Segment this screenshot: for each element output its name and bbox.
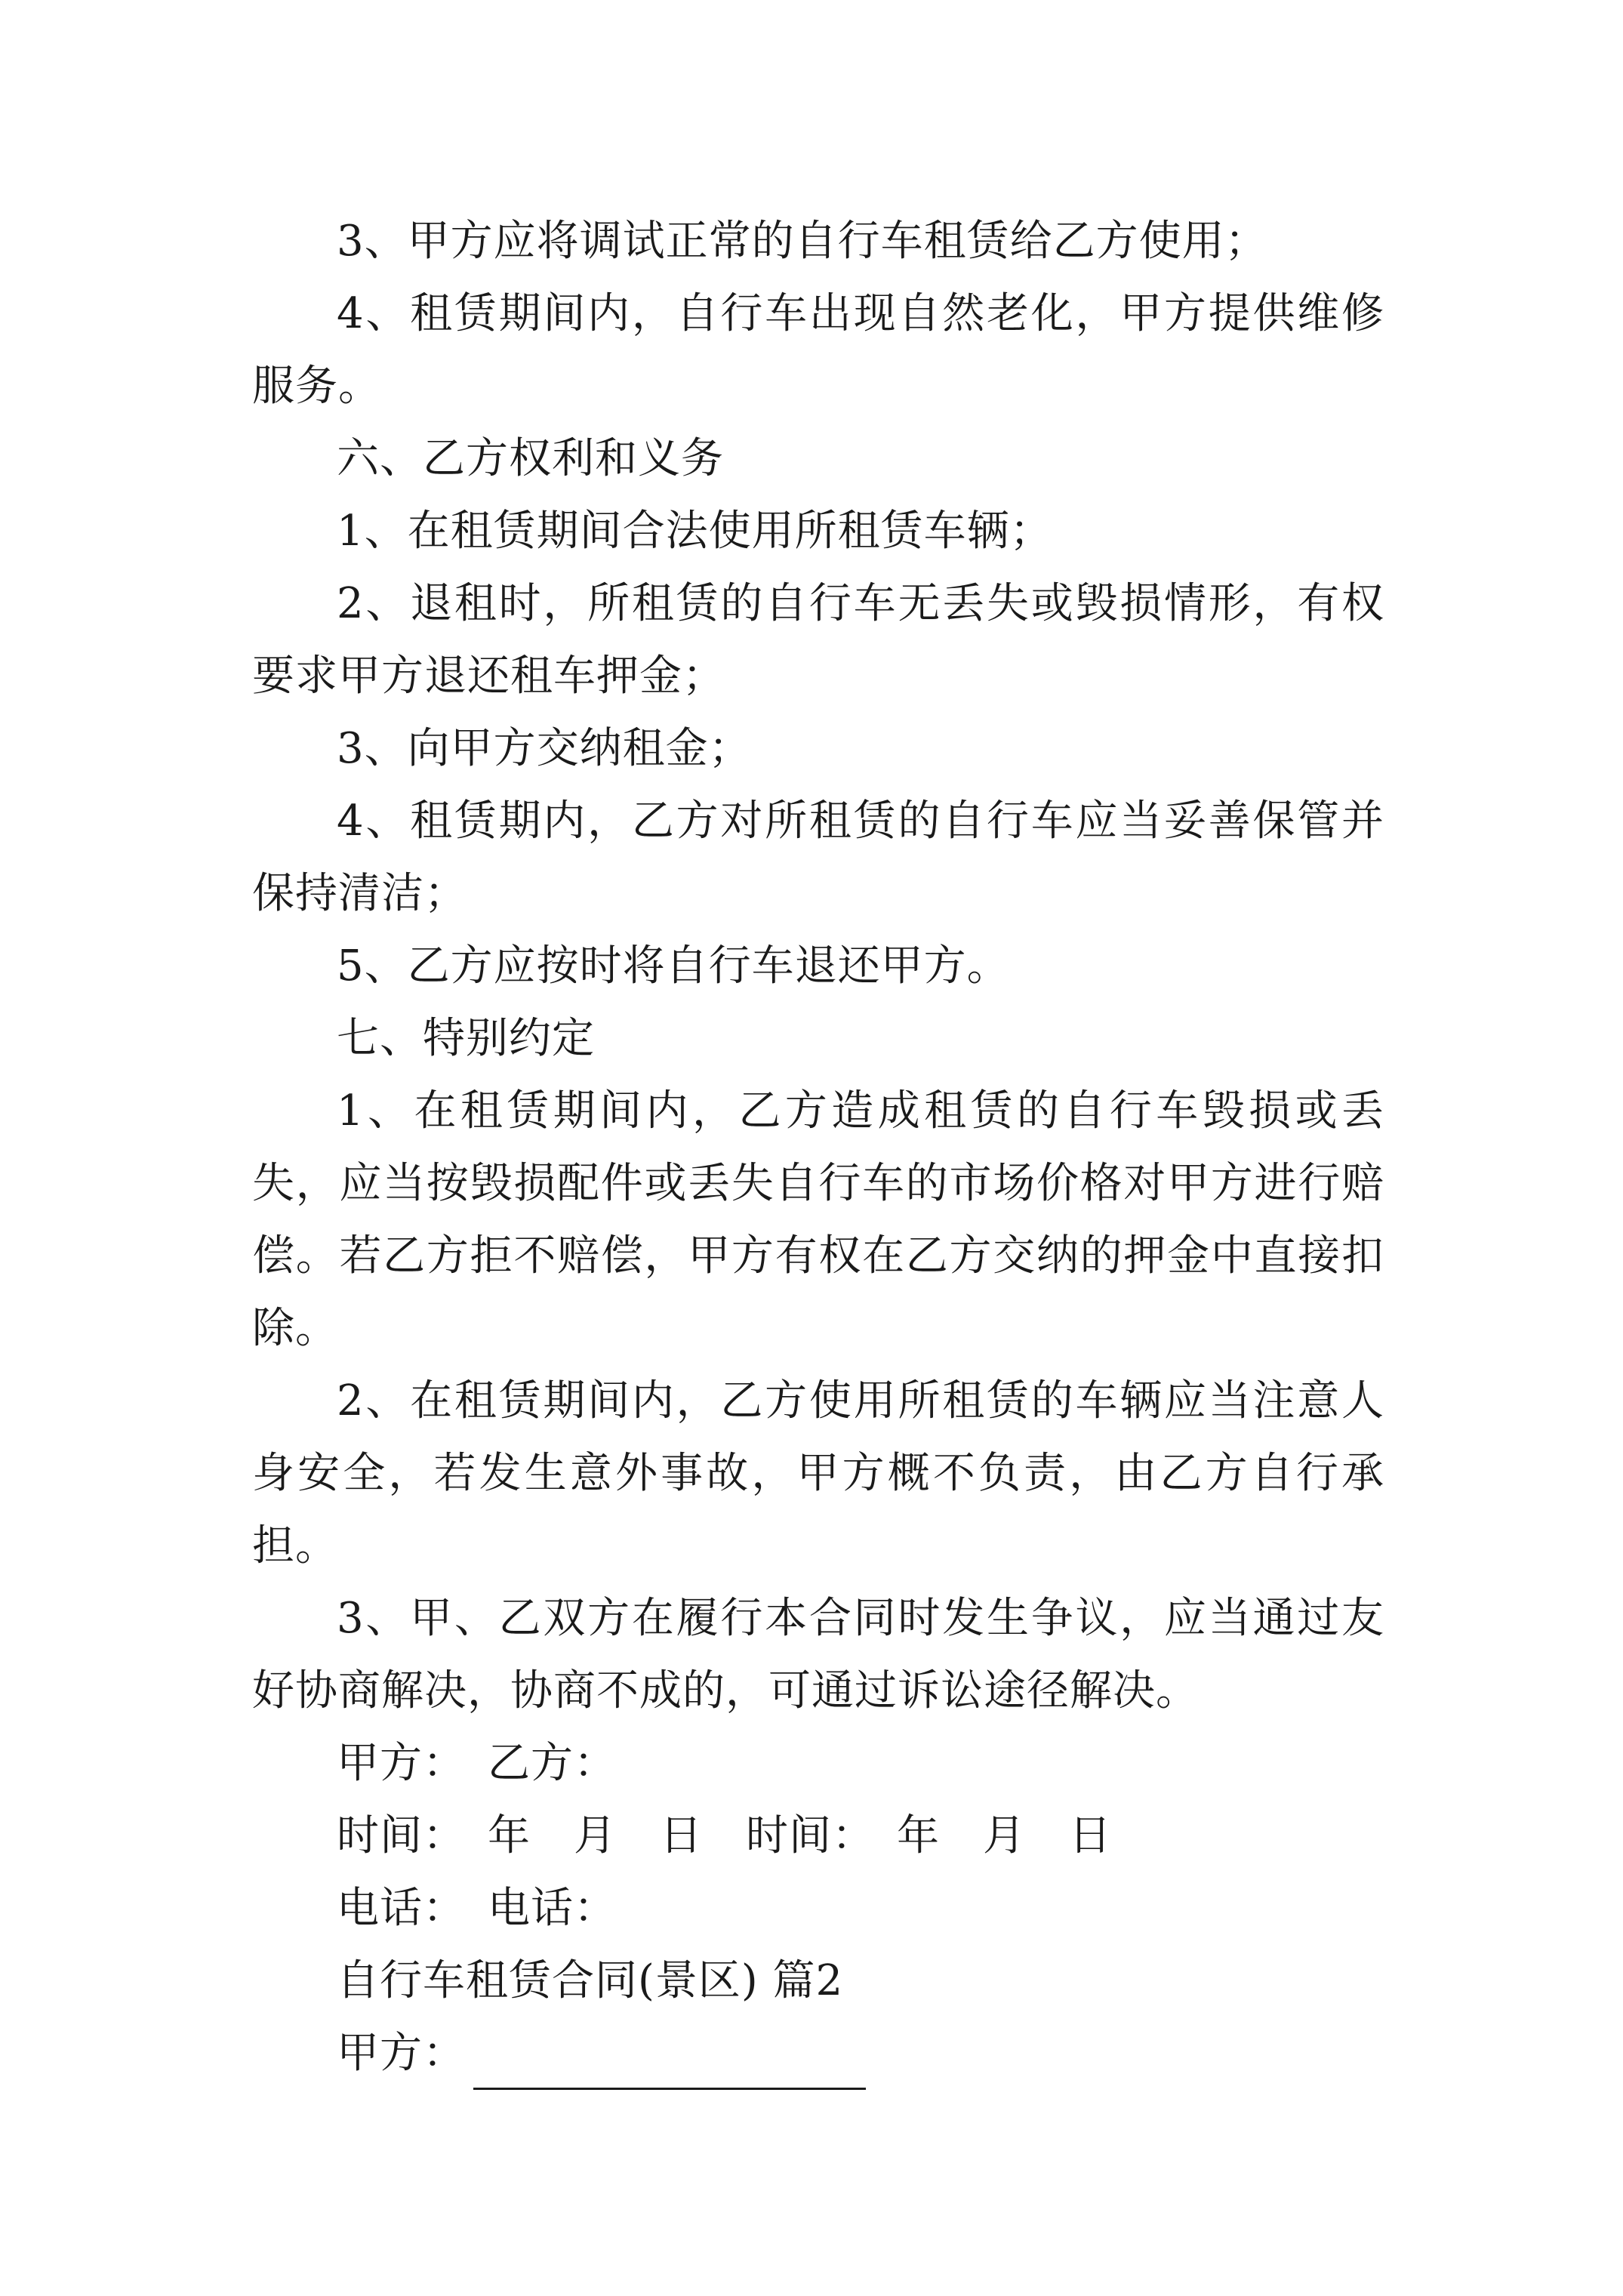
clause-6-2: 2、退租时，所租赁的自行车无丢失或毁损情形，有权要求甲方退还租车押金；	[252, 579, 1384, 701]
section-7-heading: 七、特别约定	[337, 1014, 595, 1063]
party-a-line	[252, 2017, 1384, 2090]
section-6-heading: 六、乙方权利和义务	[337, 434, 724, 483]
clause-7-3: 3、甲、乙双方在履行本合同时发生争议，应当通过友好协商解决，协商不成的，可通过诉讼途径解决。	[252, 1594, 1384, 1715]
clause-6-1: 1、在租赁期间合法使用所租赁车辆；	[337, 507, 1053, 556]
clause-5-3: 3、甲方应将调试正常的自行车租赁给乙方使用；	[337, 217, 1268, 266]
clause-6-5: 5、乙方应按时将自行车退还甲方。	[337, 942, 1010, 991]
clause-7-2: 2、在租赁期间内，乙方使用所租赁的车辆应当注意人身安全，若发生意外事故，甲方概不负责，由乙方自行承担。	[252, 1376, 1384, 1570]
signature-dates: 时间： 年 月 日 时间： 年 月 日	[337, 1811, 1112, 1860]
clause-6-3: 3、向甲方交纳租金；	[337, 724, 752, 773]
clause-7-1: 1、在租赁期间内，乙方造成租赁的自行车毁损或丢失，应当按毁损配件或丢失自行车的市场价格对甲方进行赔偿。若乙方拒不赔偿，甲方有权在乙方交纳的押金中直接扣除。	[252, 1086, 1384, 1353]
party-a-blank-field	[473, 2035, 866, 2090]
clause-6-4: 4、租赁期内，乙方对所租赁的自行车应当妥善保管并保持清洁；	[252, 797, 1384, 918]
party-a-label: 甲方：	[337, 2029, 466, 2078]
signature-phones: 电话： 电话：	[337, 1884, 617, 1933]
document-body	[252, 205, 1384, 2090]
clause-5-4: 4、租赁期间内，自行车出现自然老化，甲方提供维修服务。	[252, 289, 1384, 411]
contract-2-title: 自行车租赁合同(景区) 篇2	[337, 1956, 844, 2005]
signature-parties: 甲方： 乙方：	[337, 1739, 617, 1788]
